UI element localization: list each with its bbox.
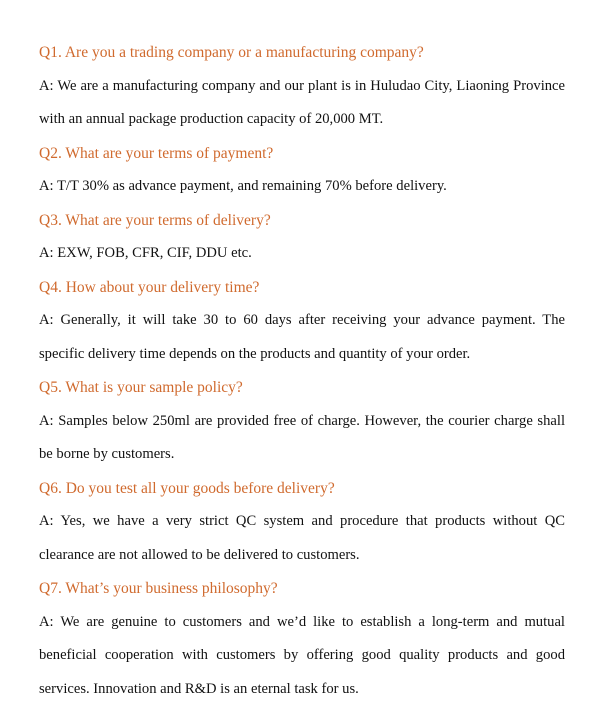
faq-list	[39, 36, 565, 706]
faq-question-2: Q2. What are your terms of payment?	[39, 144, 274, 162]
faq-answer-3: A: EXW, FOB, CFR, CIF, DDU etc.	[39, 245, 252, 261]
faq-answer-7: A: We are genuine to customers and we’d like to establish a long-term and mutual beneficial cooperation with customers by offering good quality products and good services. Innovation and R&D is an eternal task for us.	[39, 613, 565, 697]
faq-question-3: Q3. What are your terms of delivery?	[39, 211, 271, 229]
faq-answer-5: A: Samples below 250ml are provided free of charge. However, the courier charge shall be borne by customers.	[39, 412, 565, 462]
faq-question-5: Q5. What is your sample policy?	[39, 379, 243, 396]
faq-answer-1: A: We are a manufacturing company and our plant is in Huludao City, Liaoning Province with an annual package production capacity of 20,000 MT.	[39, 77, 565, 127]
faq-answer-2: A: T/T 30% as advance payment, and remaining 70% before delivery.	[39, 178, 447, 194]
faq-question-6: Q6. Do you test all your goods before delivery?	[39, 479, 335, 497]
faq-answer-4: A: Generally, it will take 30 to 60 days after receiving your advance payment. The specific delivery time depends on the products and quantity of your order.	[39, 312, 565, 362]
faq-question-7: Q7. What’s your business philosophy?	[39, 580, 278, 597]
faq-question-4: Q4. How about your delivery time?	[39, 278, 260, 296]
faq-answer-6: A: Yes, we have a very strict QC system and procedure that products without QC clearance are not allowed to be delivered to customers.	[39, 513, 565, 563]
faq-question-1: Q1. Are you a trading company or a manufacturing company?	[39, 44, 424, 61]
